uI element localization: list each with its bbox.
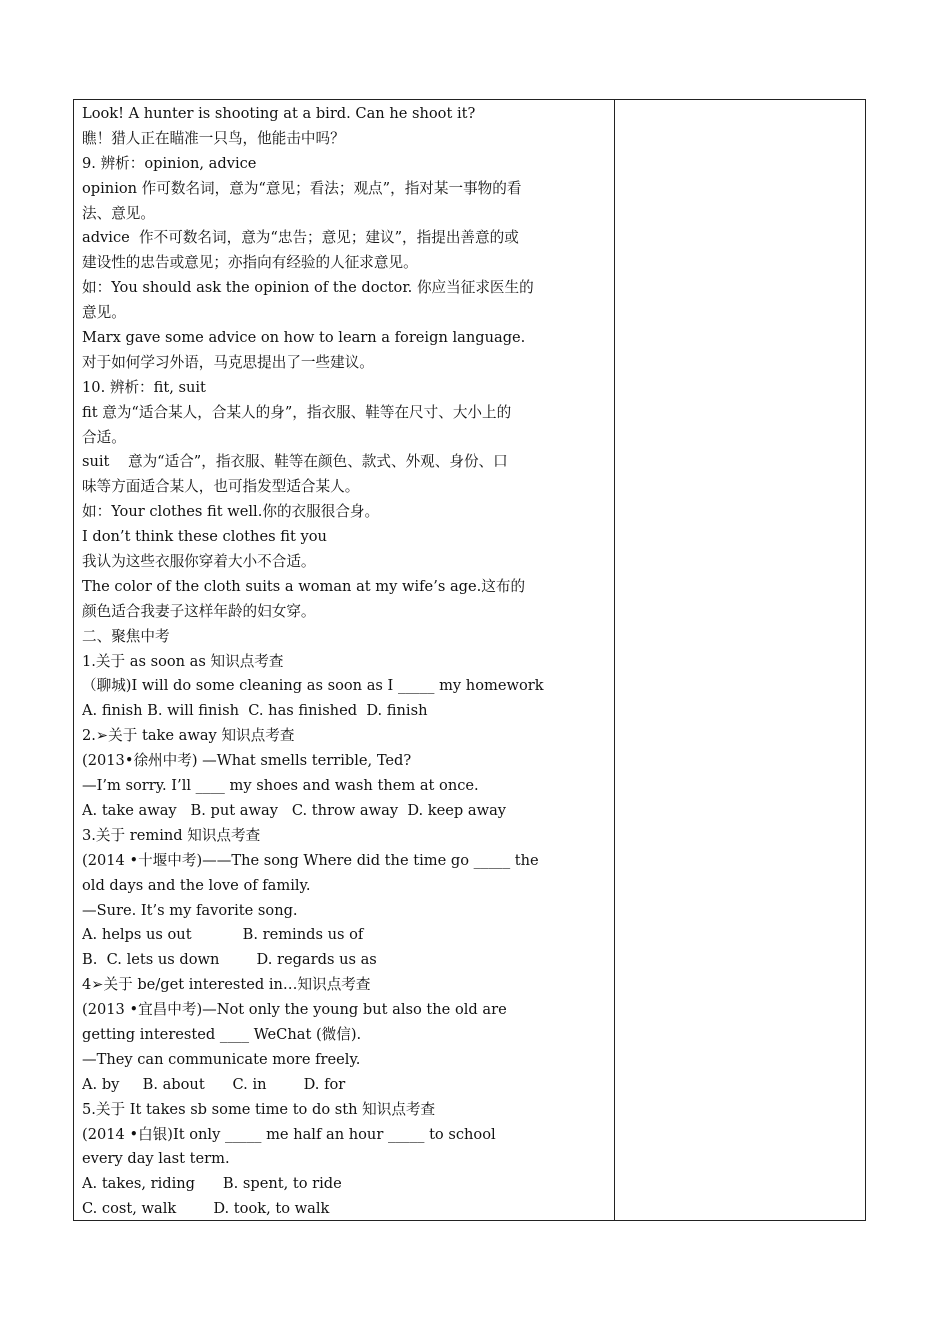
notes-cell	[615, 100, 865, 1220]
text-line: A. takes, riding B. spent, to ride	[82, 1175, 342, 1193]
text-line: 意见。	[82, 304, 126, 322]
text-line: getting interested ____ WeChat (微信).	[82, 1025, 362, 1043]
text-line: 二、聚焦中考	[82, 627, 170, 645]
text-line: (2014 •十堰中考)——The song Where did the time go _____ the	[82, 851, 539, 869]
text-line: 建设性的忠告或意见；亦指向有经验的人征求意见。	[82, 254, 418, 272]
text-line: （聊城)I will do some cleaning as soon as I _____ my homework	[82, 677, 544, 695]
text-line: Look! A hunter is shooting at a bird. Can he shoot it?	[82, 105, 476, 122]
text-line: opinion 作可数名词，意为“意见；看法；观点”，指对某一事物的看	[82, 179, 522, 197]
text-line: old days and the love of family.	[82, 876, 311, 894]
text-line: 瞧！猎人正在瞄准一只鸟，他能击中吗？	[82, 129, 345, 147]
text-line: A. helps us out B. reminds us of	[82, 926, 364, 944]
text-line: 颜色适合我妻子这样年龄的妇女穿。	[82, 602, 316, 620]
text-line: A. take away B. put away C. throw away D. keep away	[82, 801, 507, 819]
text-line: C. cost, walk D. took, to walk	[82, 1200, 330, 1218]
text-line: (2014 •白银)It only _____ me half an hour _____ to school	[82, 1125, 496, 1143]
text-line: —They can communicate more freely.	[82, 1050, 361, 1068]
text-line: 9. 辨析：opinion, advice	[82, 154, 257, 172]
text-line: B. C. lets us down D. regards us as	[82, 951, 377, 969]
text-line: 如：You should ask the opinion of the doctor. 你应当征求医生的	[82, 279, 534, 297]
text-line: 5.关于 It takes sb some time to do sth 知识点考查	[82, 1100, 436, 1118]
document-table	[73, 99, 866, 1221]
text-line: 10. 辨析：fit, suit	[82, 378, 206, 396]
text-line: I don’t think these clothes fit you	[82, 528, 327, 546]
text-line: 我认为这些衣服你穿着大小不合适。	[82, 553, 316, 571]
text-line: 合适。	[82, 428, 126, 446]
text-line: 如：Your clothes fit well.你的衣服很合身。	[82, 503, 380, 521]
text-line: (2013•徐州中考) —What smells terrible, Ted?	[82, 752, 412, 770]
text-line: 1.关于 as soon as 知识点考查	[82, 652, 284, 670]
text-line: Marx gave some advice on how to learn a foreign language.	[82, 329, 526, 347]
text-line: 法、意见。	[82, 204, 155, 222]
text-line: 对于如何学习外语，马克思提出了一些建议。	[82, 353, 374, 371]
text-line: —I’m sorry. I’ll ____ my shoes and wash them at once.	[82, 777, 479, 795]
text-line: A. finish B. will finish C. has finished D. finish	[82, 702, 428, 720]
text-line: every day last term.	[82, 1150, 230, 1168]
content-cell	[82, 102, 607, 1222]
text-line: suit 意为“适合”，指衣服、鞋等在颜色、款式、外观、身份、口	[82, 453, 508, 471]
text-line: advice 作不可数名词，意为“忠告；意见；建议”，指提出善意的或	[82, 229, 519, 247]
text-line: 味等方面适合某人，也可指发型适合某人。	[82, 478, 360, 496]
text-line: —Sure. It’s my favorite song.	[82, 901, 298, 919]
text-line: The color of the cloth suits a woman at my wife’s age.这布的	[82, 577, 526, 595]
text-line: fit 意为“适合某人，合某人的身”，指衣服、鞋等在尺寸、大小上的	[82, 403, 512, 421]
text-line: 4➢关于 be/get interested in…知识点考查	[82, 976, 371, 994]
text-line: A. by B. about C. in D. for	[82, 1075, 346, 1093]
text-line: 3.关于 remind 知识点考查	[82, 826, 261, 844]
text-line: (2013 •宜昌中考)—Not only the young but also the old are	[82, 1001, 507, 1019]
text-line: 2.➢关于 take away 知识点考查	[82, 727, 295, 745]
